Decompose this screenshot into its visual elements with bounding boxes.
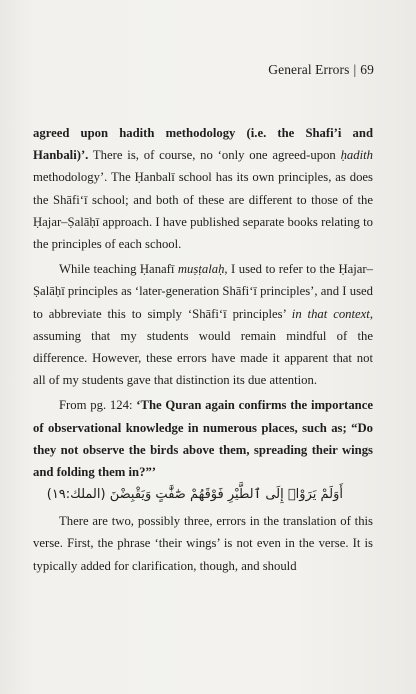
p3-bold-quote: ‘The Quran again confirms the importance of observational knowledge in numerous places, such as; “Do they not observe the birds above them, spreading their wings and folding them in?”’ xyxy=(33,398,373,480)
p1-text-a: There is, of course, no ‘only one agreed-upon xyxy=(88,148,341,163)
verse-arabic: أَوَلَمْ يَرَوْا۟ إِلَى ٱلطَّيْرِ فَوْقَهُمْ صَٰٓفَّٰتٍ وَيَقْبِضْنَ xyxy=(109,487,343,503)
p1-text-b: methodology’. The Ḥanbalī school has its own principles, as does the Shāfi‘ī school; and both of these are different to those of the Ḥajar–Ṣalāḥī approach. I have published separate books relating to the principles of each school. xyxy=(33,170,373,252)
body-text xyxy=(33,122,373,577)
paragraph-1 xyxy=(33,122,373,255)
p2-text-b: , I used to refer to the Ḥajar–Ṣalāḥī principles as ‘later-generation Shāfi‘ī principles’, and I used to abbreviate this to simply ‘Shāfi‘ī principles’ xyxy=(33,262,373,321)
paragraph-2 xyxy=(33,258,373,391)
p3-text-a: From pg. 124: xyxy=(59,398,137,413)
verse-reference: (الملك:١٩) xyxy=(46,487,106,503)
p2-italic-phrase: in that context xyxy=(291,306,370,321)
bold-quote-end: agreed upon hadith methodology (i.e. the Shafi’i and Hanbali)’. xyxy=(33,126,373,163)
paragraph-4 xyxy=(33,510,373,577)
p2-italic-term: muṣṭalaḥ xyxy=(177,262,225,277)
page-number: 69 xyxy=(360,62,374,77)
section-title: General Errors xyxy=(268,62,350,77)
p4-text: There are two, possibly three, errors in the translation of this verse. First, the phrase ‘their wings’ is not even in the verse. It is typically added for clarification, though, and should xyxy=(33,514,373,573)
p2-text-a: While teaching Ḥanafī xyxy=(59,262,178,277)
running-header xyxy=(268,62,374,78)
header-separator: | xyxy=(353,62,357,77)
paragraph-3 xyxy=(33,394,373,483)
p2-text-c: , assuming that my students would remain mindful of the difference. However, these errors have made it apparent that not all of my students gave that distinction its due attention. xyxy=(33,306,373,388)
quran-verse xyxy=(33,483,373,507)
p1-italic-term: ḥadith xyxy=(340,148,373,163)
